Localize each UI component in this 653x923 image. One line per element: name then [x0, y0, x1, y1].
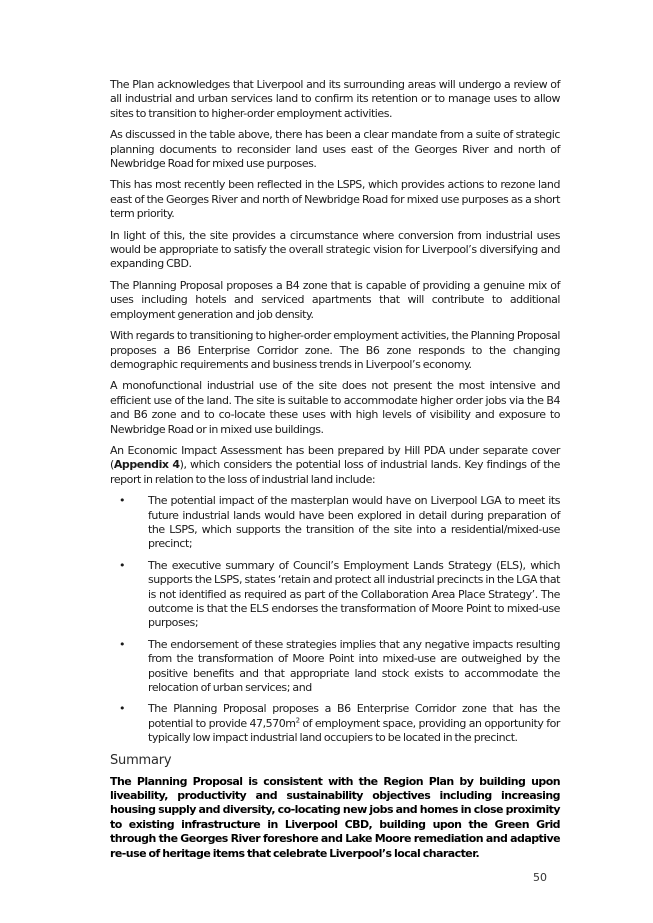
key-findings-list	[110, 494, 560, 746]
eia-text-after: ), which considers the potential loss of industrial lands. Key findings of the report in relation to the loss of industrial land include:	[110, 458, 560, 486]
summary-heading: Summary	[110, 752, 172, 768]
list-item	[110, 494, 560, 552]
eia-text-before: An Economic Impact Assessment has been prepared by Hill PDA under separate cover (	[110, 443, 560, 472]
bullet-icon: •	[119, 702, 126, 716]
last-bullet-before: The Planning Proposal proposes a B6 Enterprise Corridor zone that has the potential to provide 47,570m	[148, 702, 560, 730]
paragraph-conversion: In light of this, the site provides a circumstance where conversion from industrial uses would be appropriate to satisfy the overall strategic vision for Liverpool’s diversifying and expanding CBD.	[110, 228, 560, 271]
last-bullet-after: of employment space, providing an opportunity for typically low impact industrial land occupiers to be located in the precinct.	[148, 716, 560, 745]
list-item	[110, 702, 560, 745]
summary-text: The Planning Proposal is consistent with the Region Plan by building upon liveability, productivity and sustainability objectives including increasing housing supply and diversity, co-locating new jobs and homes in close proximity to existing infrastructure in Liverpool CBD, building upon the Green Grid through the Georges River foreshore and Lake Moore remediation and adaptive re-use of heritage items that celebrate Liverpool’s local character.	[110, 774, 560, 860]
bullet-icon: •	[119, 558, 126, 572]
paragraph-monofunctional: A monofunctional industrial use of the site does not present the most intensive and efficient use of the land. The site is suitable to accommodate higher order jobs via the B4 and B6 zone and to co-locate these uses with high levels of visibility and exposure to Newbridge Road or in mixed use buildings.	[110, 379, 560, 436]
paragraph-b6-zone: With regards to transitioning to higher-order employment activities, the Planning Proposal proposes a B6 Enterprise Corridor zone. The B6 zone responds to the changing demographic requirements and business trends in Liverpool’s economy.	[110, 329, 560, 371]
list-item-text: The potential impact of the masterplan would have on Liverpool LGA to meet its future industrial lands would have been explored in detail during preparation of the LSPS, which supports the transition of the site into a residential/mixed-use precinct;	[148, 494, 560, 551]
appendix-reference: Appendix 4	[113, 458, 180, 472]
list-item-text: The endorsement of these strategies implies that any negative impacts resulting from the transformation of Moore Point into mixed-use are outweighed by the positive benefits and that appropriate land stock exists to accommodate the relocation of urban services; and	[148, 637, 560, 695]
list-item	[110, 559, 560, 631]
list-item-text	[148, 702, 560, 744]
paragraph-mandate: As discussed in the table above, there has been a clear mandate from a suite of strategic planning documents to reconsider land uses east of the Georges River and north of Newbridge Road for mixed use purposes.	[110, 128, 560, 171]
list-item	[110, 638, 560, 696]
page-number: 50	[533, 871, 547, 884]
bullet-icon: •	[119, 494, 126, 508]
bullet-icon: •	[119, 637, 126, 651]
paragraph-lsps: This has most recently been reflected in the LSPS, which provides actions to rezone land east of the Georges River and north of Newbridge Road for mixed use purposes as a short term priority.	[110, 178, 560, 221]
superscript-two: 2	[295, 716, 300, 725]
paragraph-economic-impact	[110, 444, 560, 487]
list-item-text: The executive summary of Council’s Employment Lands Strategy (ELS), which supports the LSPS, states ‘retain and protect all industrial precincts in the LGA that is not identified as required as part of the Collaboration Area Place Strategy’. The outcome is that the ELS endorses the transformation of Moore Point to mixed-use purposes;	[148, 558, 560, 630]
document-body	[110, 78, 560, 868]
paragraph-b4-zone: The Planning Proposal proposes a B4 zone that is capable of providing a genuine mix of uses including hotels and serviced apartments that will contribute to additional employment generation and job density.	[110, 278, 560, 321]
paragraph-review: The Plan acknowledges that Liverpool and its surrounding areas will undergo a review of all industrial and urban services land to confirm its retention or to manage uses to allow sites to transition to higher-order employment activities.	[110, 78, 560, 120]
